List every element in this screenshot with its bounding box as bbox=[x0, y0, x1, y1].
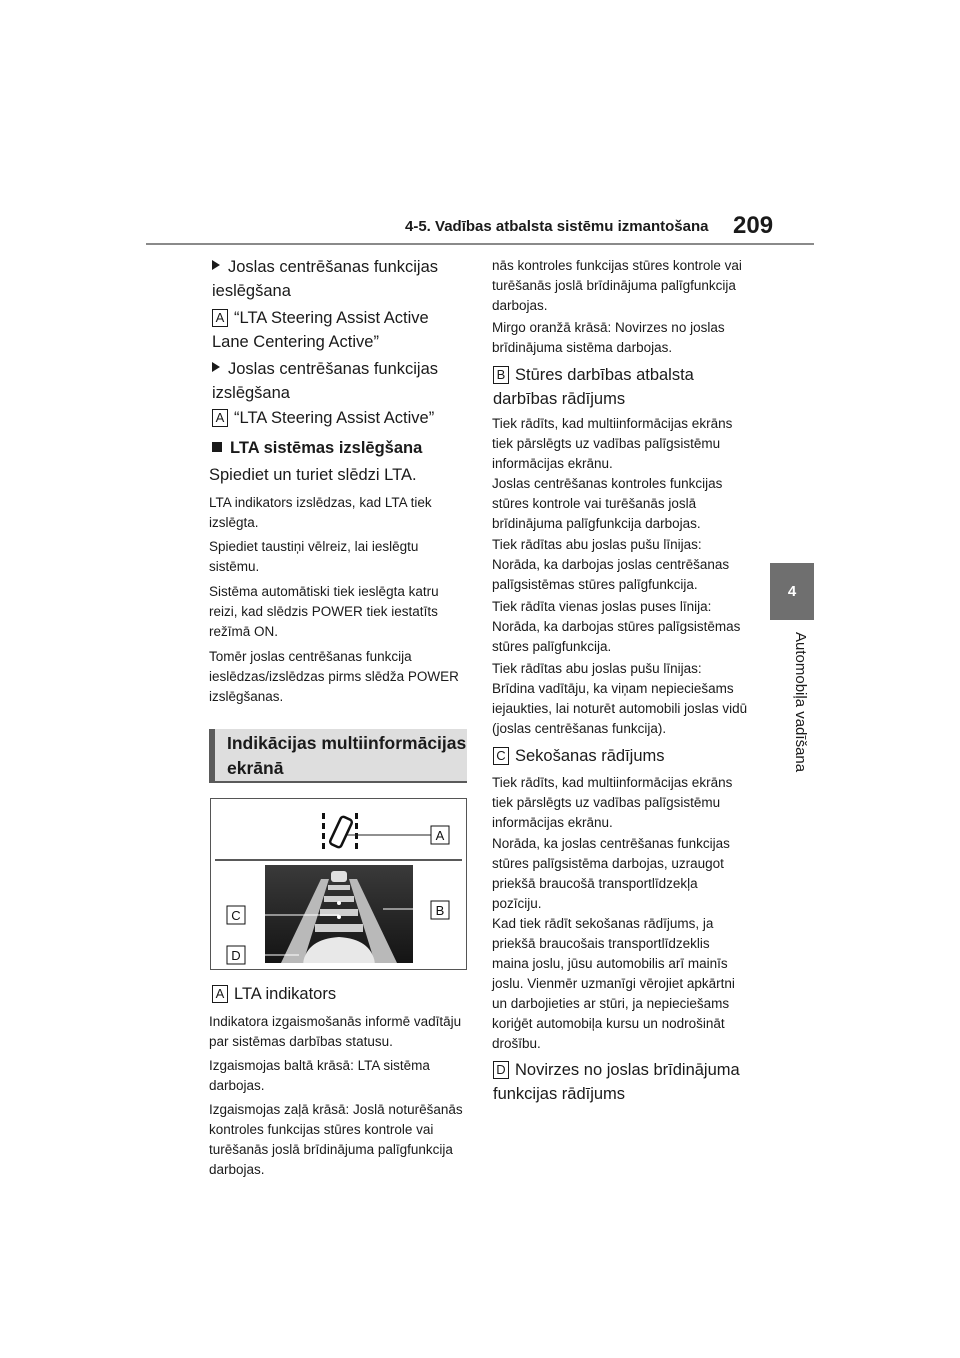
label-a-icon: A bbox=[212, 985, 228, 1003]
label-c-icon: C bbox=[493, 747, 509, 765]
b-para-1: Tiek rādīts, kad multiinformācijas ekrāns tiek pārslēgts uz vadības palīgsistēmu informācijas ekrānu. bbox=[492, 416, 733, 471]
c-para-3: Kad tiek rādīt sekošanas rādījums, ja priekšā braucošais transportlīdzeklis maina joslu, jūsu automobilis arī mainīs joslu. Vienmēr uzmanīgi vērojiet apkārtni un darbojieties ar stūri, ja nepieciešams koriģēt automobiļa kursu un nodrošināt drošību. bbox=[492, 916, 735, 1051]
para-4: Tomēr joslas centrēšanas funkcija ieslēdzas/izslēdzas pirms slēdža POWER izslēgšanas. bbox=[209, 649, 459, 704]
para-3: Sistēma automātiski tiek ieslēgta katru reizi, kad slēdzis POWER tiek iestatīts režīmā ON. bbox=[209, 584, 439, 639]
display-illustration bbox=[210, 798, 467, 970]
svg-text:C: C bbox=[231, 908, 241, 923]
b-para-4: Tiek rādīta vienas joslas puses līnija: Norāda, ka darbojas stūres palīgsistēmas stūres palīgfunkcija. bbox=[492, 599, 741, 654]
c-para-1: Tiek rādīts, kad multiinformācijas ekrāns tiek pārslēgts uz vadības palīgsistēmu informācijas ekrānu. bbox=[492, 775, 733, 830]
a-para-3: Izgaismojas zaļā krāsā: Joslā noturēšanās kontroles funkcijas stūres kontrole vai turēšanās joslā brīdinājuma palīgfunkcija darbojas. bbox=[209, 1102, 463, 1177]
label-d-icon: D bbox=[493, 1061, 509, 1079]
chapter-tab: 4 bbox=[770, 563, 814, 620]
page-number: 209 bbox=[733, 212, 774, 239]
quote-text: “LTA Steering Assist Active Lane Centering Active” bbox=[212, 309, 429, 351]
svg-text:D: D bbox=[231, 948, 241, 963]
a-para-3-cont: nās kontroles funkcijas stūres kontrole vai turēšanās joslā brīdinājuma palīgfunkcija darbojas. bbox=[492, 258, 742, 313]
para-2: Spiediet taustiņi vēlreiz, lai ieslēgtu sistēmu. bbox=[209, 539, 419, 574]
label-a-icon: A bbox=[212, 409, 228, 427]
label-a-icon: A bbox=[212, 309, 228, 327]
bullet-text: Joslas centrēšanas funkcijas ieslēgšana bbox=[212, 258, 439, 300]
a-para-2: Izgaismojas baltā krāsā: LTA sistēma darbojas. bbox=[209, 1058, 430, 1093]
figure-label-d bbox=[227, 946, 245, 964]
quote-text: “LTA Steering Assist Active” bbox=[234, 409, 435, 427]
chapter-side-label: Automobiļa vadīšana bbox=[792, 632, 809, 773]
item2-quote bbox=[212, 406, 468, 430]
item1-quote bbox=[212, 306, 468, 354]
bullet-item-1 bbox=[212, 255, 468, 303]
multi-information-display-svg bbox=[211, 799, 466, 969]
d-title-text: Novirzes no joslas brīdinājuma funkcijas rādījums bbox=[493, 1061, 740, 1103]
c-title-text: Sekošanas rādījums bbox=[515, 747, 665, 765]
section-title: Indikācijas multiinformācijas ekrānā bbox=[227, 733, 467, 778]
b-para-3: Tiek rādītas abu joslas pušu līnijas: Norāda, ka darbojas joslas centrēšanas palīgsistēmas stūres palīgfunkcija. bbox=[492, 537, 730, 592]
lta-indicator-icon bbox=[322, 813, 358, 849]
b-para-2: Joslas centrēšanas kontroles funkcijas stūres kontrole vai turēšanās joslā brīdinājuma palīgfunkcija darbojas. bbox=[492, 476, 723, 531]
header-rule bbox=[146, 243, 814, 245]
label-b-icon: B bbox=[493, 366, 509, 384]
svg-text:A: A bbox=[435, 828, 445, 843]
figure-label-c bbox=[227, 906, 245, 924]
lead-vehicle-icon bbox=[331, 871, 347, 882]
b-title bbox=[493, 363, 749, 411]
figure-label-a bbox=[431, 826, 449, 844]
a-title bbox=[212, 982, 468, 1006]
bullet-item-2 bbox=[212, 357, 468, 405]
subheading-text: LTA sistēmas izslēgšana bbox=[230, 439, 423, 457]
subheading bbox=[212, 436, 468, 460]
para-1: LTA indikators izslēdzas, kad LTA tiek izslēgta. bbox=[209, 495, 432, 530]
square-bullet-icon bbox=[212, 442, 222, 452]
figure-label-b bbox=[431, 901, 449, 919]
section-header bbox=[209, 729, 467, 783]
instruction: Spiediet un turiet slēdzi LTA. bbox=[209, 466, 417, 484]
b-para-5: Tiek rādītas abu joslas pušu līnijas: Brīdina vadītāju, ka viņam nepieciešams iejaukties, lai noturēt automobili joslas vidū (joslas centrēšanas funkcija). bbox=[492, 661, 748, 736]
c-title bbox=[493, 744, 749, 768]
a-para-1: Indikatora izgaismošanās informē vadītāju par sistēmas darbības statusu. bbox=[209, 1014, 462, 1049]
page-header-title: 4-5. Vadības atbalsta sistēmu izmantošana bbox=[405, 218, 709, 235]
bullet-text: Joslas centrēšanas funkcijas izslēgšana bbox=[212, 360, 439, 402]
c-para-2: Norāda, ka joslas centrēšanas funkcijas stūres palīgsistēma darbojas, uzraugot priekšā braucošā transportlīdzekļa pozīciju. bbox=[492, 836, 730, 911]
svg-text:B: B bbox=[435, 903, 445, 918]
a-title-text: LTA indikators bbox=[234, 985, 337, 1003]
a-para-4: Mirgo oranžā krāsā: Novirzes no joslas brīdinājuma sistēma darbojas. bbox=[492, 320, 725, 355]
b-title-text: Stūres darbības atbalsta darbības rādījums bbox=[493, 366, 694, 408]
triangle-bullet-icon bbox=[212, 260, 220, 270]
d-title bbox=[493, 1058, 749, 1106]
triangle-bullet-icon bbox=[212, 362, 220, 372]
